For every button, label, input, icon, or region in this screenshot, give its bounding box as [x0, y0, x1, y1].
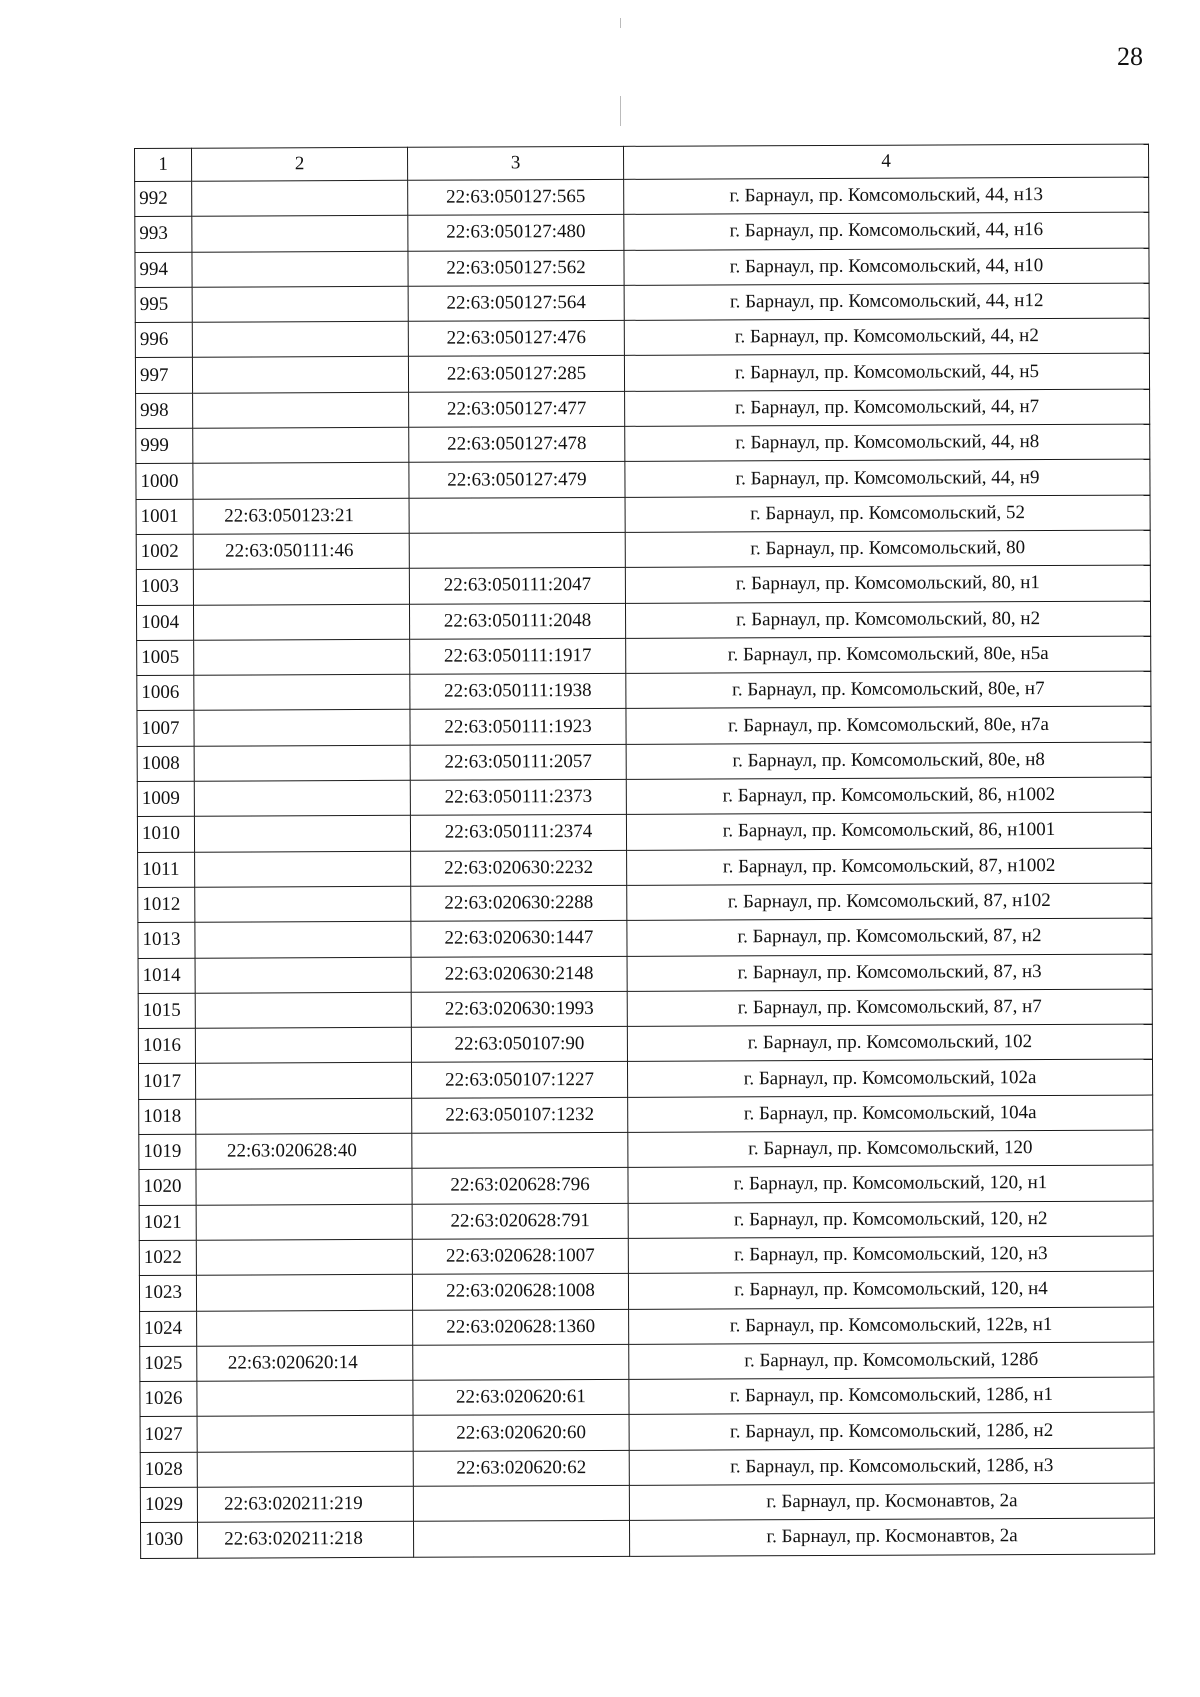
- table-row: [140, 1307, 1154, 1347]
- column-header-1: 1: [135, 148, 192, 181]
- row-number-cell: 994: [135, 252, 192, 288]
- table-row: [140, 1377, 1154, 1417]
- row-number-cell: 1017: [138, 1064, 195, 1100]
- page-number: 28: [1117, 42, 1143, 71]
- address-cell: г. Барнаул, пр. Комсомольский, 44, н2: [624, 318, 1149, 356]
- table-row: [135, 283, 1149, 323]
- address-cell: г. Барнаул, пр. Комсомольский, 44, н9: [625, 459, 1150, 497]
- land-cadastral-cell: 22:63:020628:40: [196, 1133, 412, 1169]
- address-cell: г. Барнаул, пр. Космонавтов, 2а: [629, 1518, 1154, 1556]
- address-cell: г. Барнаул, пр. Комсомольский, 80е, н7а: [626, 707, 1151, 745]
- row-number-cell: 996: [135, 322, 192, 358]
- row-number-cell: 1023: [139, 1275, 196, 1311]
- scan-mark-top: [620, 18, 621, 28]
- row-number-cell: 993: [135, 217, 192, 253]
- building-cadastral-cell: 22:63:050111:2373: [410, 779, 626, 815]
- land-cadastral-cell: [195, 957, 411, 993]
- land-cadastral-cell: [192, 216, 408, 252]
- land-cadastral-cell: [194, 674, 410, 710]
- table-row: [137, 636, 1151, 676]
- building-cadastral-cell: 22:63:020630:1993: [411, 991, 627, 1027]
- row-number-cell: 995: [135, 287, 192, 323]
- table-header-row: [135, 144, 1149, 181]
- table-row: [139, 1236, 1153, 1276]
- address-cell: г. Барнаул, пр. Комсомольский, 52: [625, 495, 1150, 533]
- address-cell: г. Барнаул, пр. Комсомольский, 44, н10: [624, 248, 1149, 286]
- land-cadastral-cell: 22:63:020211:219: [197, 1486, 413, 1522]
- address-cell: г. Барнаул, пр. Комсомольский, 44, н8: [625, 424, 1150, 462]
- row-number-cell: 992: [135, 181, 192, 217]
- building-cadastral-cell: [413, 1344, 629, 1380]
- building-cadastral-cell: 22:63:050127:480: [408, 215, 624, 251]
- table-row: [135, 354, 1149, 394]
- building-cadastral-cell: 22:63:050107:1232: [412, 1097, 628, 1133]
- address-cell: г. Барнаул, пр. Комсомольский, 128б, н2: [629, 1412, 1154, 1450]
- address-cell: г. Барнаул, пр. Комсомольский, 87, н2: [627, 918, 1152, 956]
- address-cell: г. Барнаул, пр. Комсомольский, 44, н13: [624, 177, 1149, 215]
- table-row: [138, 1059, 1152, 1099]
- row-number-cell: 1009: [137, 781, 194, 817]
- land-cadastral-cell: [197, 1380, 413, 1416]
- row-number-cell: 1028: [140, 1452, 197, 1488]
- table-row: [136, 495, 1150, 535]
- table-row: [139, 1165, 1153, 1205]
- table-row: [139, 1271, 1153, 1311]
- row-number-cell: 1012: [138, 887, 195, 923]
- land-cadastral-cell: [196, 1239, 412, 1275]
- building-cadastral-cell: 22:63:020630:2288: [411, 885, 627, 921]
- address-cell: г. Барнаул, пр. Комсомольский, 120, н2: [628, 1201, 1153, 1239]
- land-cadastral-cell: [193, 427, 409, 463]
- column-header-4: 4: [623, 144, 1148, 179]
- table-row: [140, 1448, 1154, 1488]
- row-number-cell: 1004: [136, 605, 193, 641]
- address-cell: г. Барнаул, пр. Комсомольский, 87, н1002: [627, 848, 1152, 886]
- address-cell: г. Барнаул, пр. Комсомольский, 86, н1001: [626, 812, 1151, 850]
- cadastral-table: [134, 144, 1155, 1559]
- row-number-cell: 1021: [139, 1205, 196, 1241]
- table-row: [140, 1518, 1154, 1558]
- address-cell: г. Барнаул, пр. Комсомольский, 80, н1: [625, 565, 1150, 603]
- land-cadastral-cell: [193, 463, 409, 499]
- table-row: [139, 1130, 1153, 1170]
- table-row: [137, 742, 1151, 782]
- table-row: [138, 918, 1152, 958]
- table-row: [136, 565, 1150, 605]
- building-cadastral-cell: 22:63:050127:285: [408, 356, 624, 392]
- address-cell: г. Барнаул, пр. Комсомольский, 44, н5: [624, 354, 1149, 392]
- table-row: [135, 212, 1149, 252]
- land-cadastral-cell: [197, 1416, 413, 1452]
- row-number-cell: 1007: [137, 711, 194, 747]
- row-number-cell: 1000: [136, 464, 193, 500]
- building-cadastral-cell: 22:63:050107:1227: [411, 1062, 627, 1098]
- table-row: [135, 177, 1149, 217]
- building-cadastral-cell: 22:63:050111:2047: [409, 568, 625, 604]
- land-cadastral-cell: [192, 251, 408, 287]
- table-row: [135, 318, 1149, 358]
- building-cadastral-cell: 22:63:050111:2057: [410, 744, 626, 780]
- address-cell: г. Барнаул, пр. Комсомольский, 44, н7: [625, 389, 1150, 427]
- land-cadastral-cell: 22:63:050111:46: [193, 533, 409, 569]
- building-cadastral-cell: 22:63:050127:479: [409, 462, 625, 498]
- land-cadastral-cell: [196, 1274, 412, 1310]
- land-cadastral-cell: [195, 851, 411, 887]
- row-number-cell: 1005: [137, 640, 194, 676]
- table-row: [137, 707, 1151, 747]
- address-cell: г. Барнаул, пр. Комсомольский, 122в, н1: [629, 1307, 1154, 1345]
- table-row: [136, 459, 1150, 499]
- building-cadastral-cell: [413, 1485, 629, 1521]
- row-number-cell: 1030: [140, 1523, 197, 1559]
- land-cadastral-cell: [194, 745, 410, 781]
- building-cadastral-cell: 22:63:050107:90: [411, 1026, 627, 1062]
- row-number-cell: 1027: [140, 1417, 197, 1453]
- building-cadastral-cell: [409, 497, 625, 533]
- land-cadastral-cell: [196, 1169, 412, 1205]
- table-row: [136, 389, 1150, 429]
- building-cadastral-cell: [412, 1132, 628, 1168]
- building-cadastral-cell: 22:63:050127:564: [408, 285, 624, 321]
- land-cadastral-cell: [194, 780, 410, 816]
- building-cadastral-cell: 22:63:020628:1007: [412, 1238, 628, 1274]
- land-cadastral-cell: 22:63:050123:21: [193, 498, 409, 534]
- table-row: [137, 812, 1151, 852]
- building-cadastral-cell: 22:63:020628:1360: [413, 1309, 629, 1345]
- table-row: [138, 883, 1152, 923]
- table-row: [138, 1024, 1152, 1064]
- row-number-cell: 1025: [140, 1346, 197, 1382]
- land-cadastral-cell: [194, 639, 410, 675]
- address-cell: г. Барнаул, пр. Комсомольский, 80е, н5а: [626, 636, 1151, 674]
- row-number-cell: 998: [136, 393, 193, 429]
- address-cell: г. Барнаул, пр. Комсомольский, 87, н102: [627, 883, 1152, 921]
- land-cadastral-cell: [195, 886, 411, 922]
- land-cadastral-cell: [192, 321, 408, 357]
- row-number-cell: 1024: [140, 1311, 197, 1347]
- address-cell: г. Барнаул, пр. Комсомольский, 120, н3: [628, 1236, 1153, 1274]
- row-number-cell: 997: [135, 358, 192, 394]
- land-cadastral-cell: [192, 357, 408, 393]
- land-cadastral-cell: [194, 710, 410, 746]
- row-number-cell: 1016: [138, 1028, 195, 1064]
- table-row: [137, 671, 1151, 711]
- land-cadastral-cell: [197, 1451, 413, 1487]
- address-cell: г. Барнаул, пр. Комсомольский, 128б: [629, 1342, 1154, 1380]
- row-number-cell: 1019: [139, 1134, 196, 1170]
- row-number-cell: 1006: [137, 675, 194, 711]
- building-cadastral-cell: 22:63:020628:796: [412, 1168, 628, 1204]
- address-cell: г. Барнаул, пр. Комсомольский, 102: [627, 1024, 1152, 1062]
- table-row: [136, 424, 1150, 464]
- row-number-cell: 1011: [138, 852, 195, 888]
- column-header-3: 3: [407, 146, 623, 180]
- row-number-cell: 1022: [139, 1240, 196, 1276]
- building-cadastral-cell: 22:63:020620:61: [413, 1379, 629, 1415]
- address-cell: г. Барнаул, пр. Космонавтов, 2а: [629, 1483, 1154, 1521]
- table-row: [136, 601, 1150, 641]
- land-cadastral-cell: [193, 569, 409, 605]
- land-cadastral-cell: [195, 922, 411, 958]
- address-cell: г. Барнаул, пр. Комсомольский, 80е, н7: [626, 671, 1151, 709]
- row-number-cell: 1018: [139, 1099, 196, 1135]
- building-cadastral-cell: [413, 1521, 629, 1557]
- address-cell: г. Барнаул, пр. Комсомольский, 87, н7: [627, 989, 1152, 1027]
- row-number-cell: 1003: [136, 570, 193, 606]
- column-header-2: 2: [192, 147, 408, 181]
- table-row: [136, 530, 1150, 570]
- table-row: [140, 1412, 1154, 1452]
- land-cadastral-cell: [196, 1098, 412, 1134]
- building-cadastral-cell: 22:63:020620:60: [413, 1415, 629, 1451]
- land-cadastral-cell: [195, 1063, 411, 1099]
- address-cell: г. Барнаул, пр. Комсомольский, 102а: [627, 1059, 1152, 1097]
- land-cadastral-cell: 22:63:020620:14: [197, 1345, 413, 1381]
- building-cadastral-cell: 22:63:020630:2232: [411, 850, 627, 886]
- building-cadastral-cell: 22:63:050111:1938: [410, 674, 626, 710]
- land-cadastral-cell: [192, 180, 408, 216]
- row-number-cell: 1015: [138, 993, 195, 1029]
- table-body: [135, 177, 1155, 1558]
- table-row: [138, 989, 1152, 1029]
- building-cadastral-cell: 22:63:020630:1447: [411, 921, 627, 957]
- table-row: [138, 848, 1152, 888]
- building-cadastral-cell: 22:63:050127:478: [409, 426, 625, 462]
- table-row: [139, 1201, 1153, 1241]
- table-row: [140, 1483, 1154, 1523]
- address-cell: г. Барнаул, пр. Комсомольский, 86, н1002: [626, 777, 1151, 815]
- scan-mark-mid: [620, 96, 621, 126]
- row-number-cell: 1008: [137, 746, 194, 782]
- building-cadastral-cell: 22:63:050111:1923: [410, 709, 626, 745]
- building-cadastral-cell: 22:63:050111:1917: [410, 638, 626, 674]
- land-cadastral-cell: [196, 1204, 412, 1240]
- building-cadastral-cell: 22:63:020630:2148: [411, 956, 627, 992]
- address-cell: г. Барнаул, пр. Комсомольский, 80: [625, 530, 1150, 568]
- land-cadastral-cell: [192, 286, 408, 322]
- row-number-cell: 1026: [140, 1381, 197, 1417]
- address-cell: г. Барнаул, пр. Комсомольский, 80е, н8: [626, 742, 1151, 780]
- table-row: [140, 1342, 1154, 1382]
- row-number-cell: 1020: [139, 1170, 196, 1206]
- land-cadastral-cell: [193, 392, 409, 428]
- row-number-cell: 1013: [138, 922, 195, 958]
- row-number-cell: 1014: [138, 958, 195, 994]
- address-cell: г. Барнаул, пр. Комсомольский, 44, н16: [624, 212, 1149, 250]
- address-cell: г. Барнаул, пр. Комсомольский, 104а: [628, 1095, 1153, 1133]
- building-cadastral-cell: 22:63:020628:1008: [412, 1274, 628, 1310]
- land-cadastral-cell: [194, 816, 410, 852]
- building-cadastral-cell: 22:63:050111:2048: [409, 603, 625, 639]
- land-cadastral-cell: [195, 1027, 411, 1063]
- table-row: [139, 1095, 1153, 1135]
- row-number-cell: 1001: [136, 499, 193, 535]
- address-cell: г. Барнаул, пр. Комсомольский, 120, н1: [628, 1165, 1153, 1203]
- row-number-cell: 1002: [136, 534, 193, 570]
- address-cell: г. Барнаул, пр. Комсомольский, 128б, н3: [629, 1448, 1154, 1486]
- row-number-cell: 1029: [140, 1487, 197, 1523]
- table-row: [138, 954, 1152, 994]
- building-cadastral-cell: 22:63:050127:562: [408, 250, 624, 286]
- building-cadastral-cell: 22:63:050127:477: [409, 391, 625, 427]
- address-cell: г. Барнаул, пр. Комсомольский, 87, н3: [627, 954, 1152, 992]
- row-number-cell: 999: [136, 428, 193, 464]
- address-cell: г. Барнаул, пр. Комсомольский, 80, н2: [625, 601, 1150, 639]
- table-row: [137, 777, 1151, 817]
- land-cadastral-cell: [195, 992, 411, 1028]
- land-cadastral-cell: [193, 604, 409, 640]
- building-cadastral-cell: 22:63:050127:476: [408, 321, 624, 357]
- land-cadastral-cell: 22:63:020211:218: [197, 1522, 413, 1558]
- address-cell: г. Барнаул, пр. Комсомольский, 44, н12: [624, 283, 1149, 321]
- table-row: [135, 248, 1149, 288]
- building-cadastral-cell: 22:63:020620:62: [413, 1450, 629, 1486]
- address-cell: г. Барнаул, пр. Комсомольский, 120: [628, 1130, 1153, 1168]
- address-cell: г. Барнаул, пр. Комсомольский, 120, н4: [628, 1271, 1153, 1309]
- building-cadastral-cell: 22:63:020628:791: [412, 1203, 628, 1239]
- land-cadastral-cell: [197, 1310, 413, 1346]
- row-number-cell: 1010: [137, 817, 194, 853]
- address-cell: г. Барнаул, пр. Комсомольский, 128б, н1: [629, 1377, 1154, 1415]
- building-cadastral-cell: 22:63:050111:2374: [410, 815, 626, 851]
- building-cadastral-cell: 22:63:050127:565: [408, 179, 624, 215]
- building-cadastral-cell: [409, 532, 625, 568]
